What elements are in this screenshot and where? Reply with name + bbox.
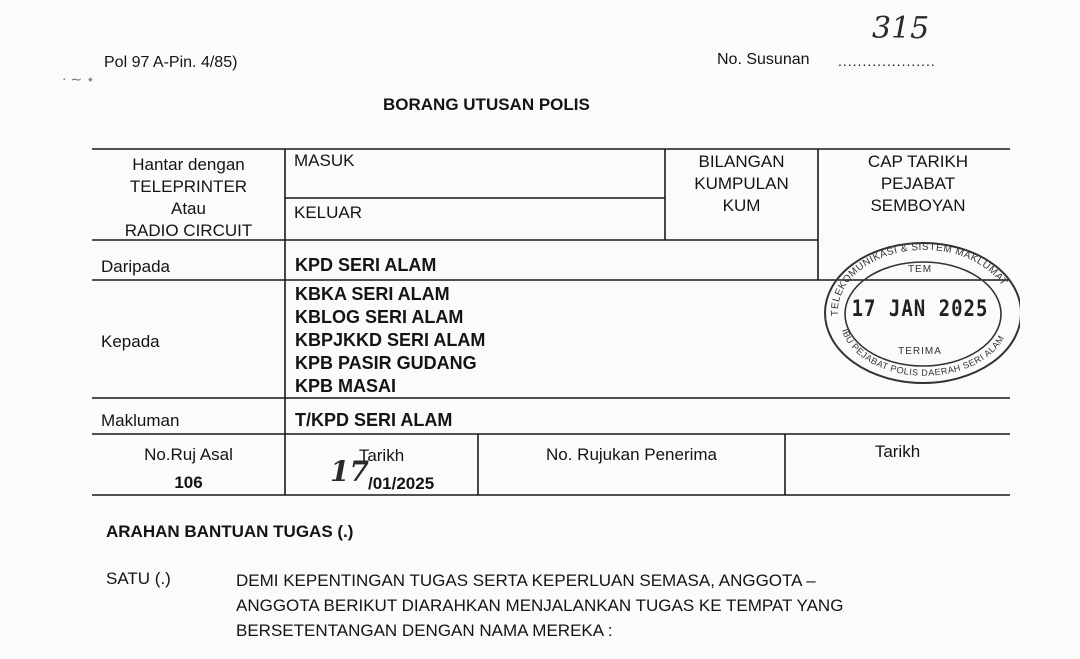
kepada-label: Kepada: [101, 332, 160, 351]
bilangan-kumpulan-label: BILANGAN KUMPULAN KUM: [694, 152, 789, 215]
kepada-list: [295, 283, 485, 398]
cap-tarikh-label: CAP TARIKH PEJABAT SEMBOYAN: [867, 152, 969, 215]
keluar-label: KELUAR: [294, 203, 363, 222]
tarikh-label: Tarikh: [358, 446, 405, 465]
section-heading: ARAHAN BANTUAN TUGAS (.): [106, 522, 354, 541]
daripada-label: Daripada: [101, 257, 170, 276]
kepada-item: KPB MASAI: [295, 376, 397, 396]
makluman-value: T/KPD SERI ALAM: [295, 410, 453, 430]
stamp-tem: TEM: [907, 264, 933, 275]
susunan-number: 315: [872, 11, 930, 46]
stray-marks: ⋅ ∼ ⋆: [62, 71, 95, 87]
stamp-top-text: TELEKOMUNIKASI & SISTEM MAKLUMAT: [829, 241, 1010, 317]
form-code: Pol 97 A-Pin. 4/85): [104, 54, 238, 71]
kepada-item: KBPJKKD SERI ALAM: [295, 330, 486, 350]
stamp-date: 17 JAN 2025: [851, 296, 989, 322]
form-title: BORANG UTUSAN POLIS: [383, 95, 590, 114]
rujukan-penerima-label: No. Rujukan Penerima: [545, 445, 718, 464]
masuk-label: MASUK: [294, 151, 355, 170]
stamp-bottom-text: IBU PEJABAT POLIS DAERAH SERI ALAM: [840, 327, 1007, 378]
paragraph-text: DEMI KEPENTINGAN TUGAS SERTA KEPERLUAN SEMASA, ANGGOTA – ANGGOTA BERIKUT DIARAHKAN MENJALANKAN TUGAS KE TEMPAT YANG BERSETENTANGAN DENGAN NAMA MEREKA :: [236, 571, 844, 640]
noruj-label: No.Ruj Asal: [144, 445, 233, 464]
susunan-label: No. Susunan: [717, 51, 810, 68]
susunan-dots: ....................: [838, 53, 936, 69]
tarikh-value: /01/2025: [368, 474, 435, 493]
kepada-item: KBLOG SERI ALAM: [295, 307, 464, 327]
noruj-value: 106: [174, 473, 203, 492]
send-via-label: Hantar dengan TELEPRINTER Atau RADIO CIRCUIT: [124, 155, 253, 240]
received-stamp: [820, 238, 1020, 388]
kepada-item: KPB PASIR GUDANG: [295, 353, 477, 373]
tarikh-handwritten-day: 17: [330, 455, 369, 488]
daripada-value: KPD SERI ALAM: [295, 255, 437, 275]
tarikh2-label: Tarikh: [874, 442, 921, 461]
makluman-label: Makluman: [101, 411, 180, 430]
paragraph-label: SATU (.): [106, 569, 171, 588]
kepada-item: KBKA SERI ALAM: [295, 284, 450, 304]
stamp-terima: TERIMA: [898, 346, 942, 357]
